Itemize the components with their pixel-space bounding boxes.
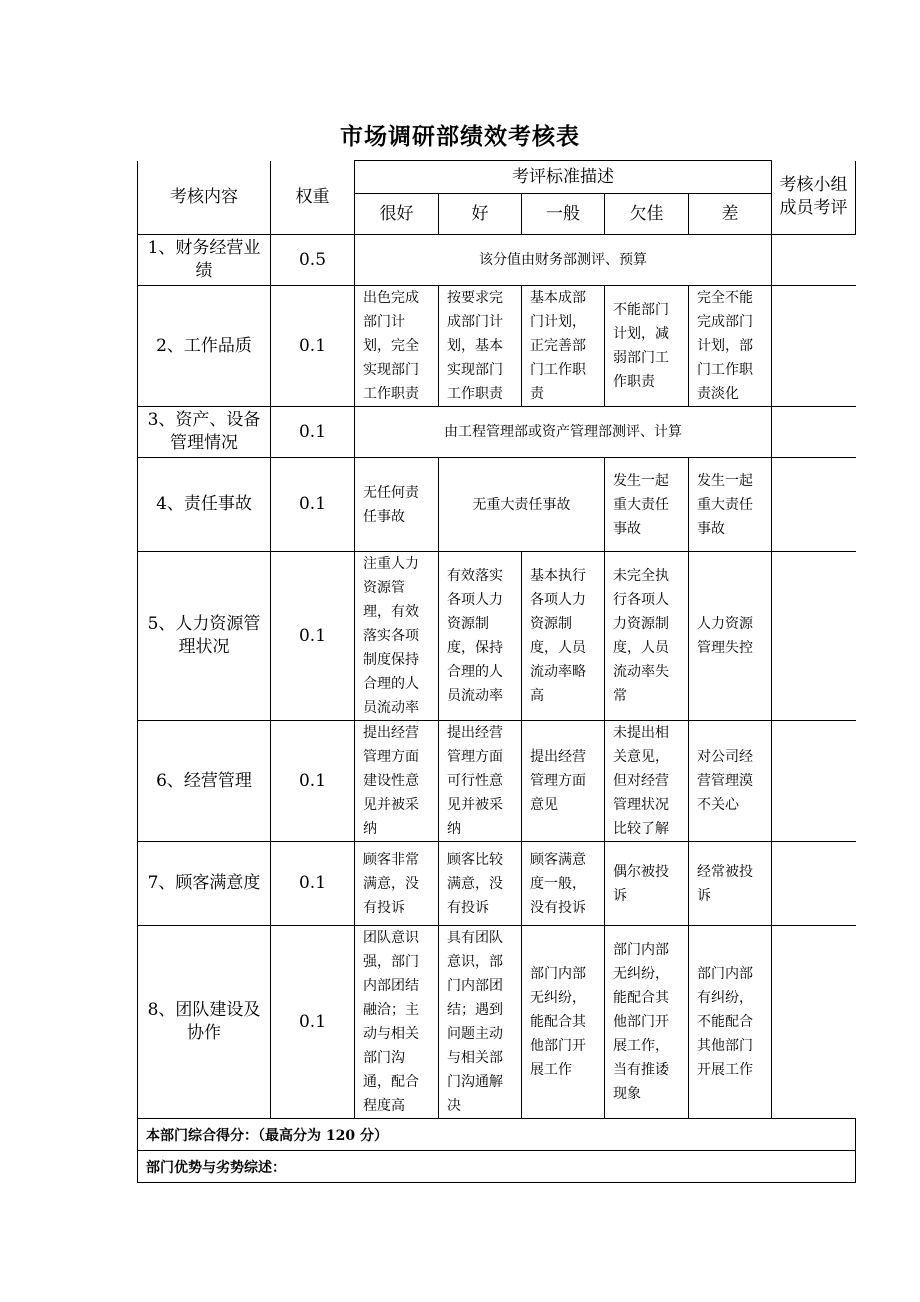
criteria-cell: [689, 286, 772, 407]
criteria-text: 顾客满意度一般，没有投诉: [530, 851, 586, 916]
criteria-cell: [605, 552, 689, 721]
table-row: [138, 286, 856, 407]
item-label: 3、资产、设备管理情况: [138, 407, 271, 458]
item-label: 1、财务经营业绩: [138, 235, 271, 286]
criteria-cell: [355, 552, 439, 721]
criteria-text: 经常被投诉: [697, 863, 753, 904]
table-row: [138, 552, 856, 721]
criteria-cell: [522, 842, 605, 926]
item-label: 8、团队建设及协作: [138, 926, 271, 1119]
criteria-text: 有效落实各项人力资源制度，保持合理的人员流动率: [447, 568, 503, 704]
level-poor: 欠佳: [605, 194, 689, 235]
criteria-cell: [689, 926, 772, 1119]
level-very-good: 很好: [355, 194, 439, 235]
criteria-cell: [522, 552, 605, 721]
level-average: 一般: [522, 194, 605, 235]
criteria-text: 发生一起重大责任事故: [613, 472, 669, 537]
eval-cell: [772, 926, 856, 1119]
header-weight: 权重: [271, 161, 355, 235]
criteria-text: 偶尔被投诉: [613, 863, 669, 904]
item-weight: 0.1: [271, 407, 355, 458]
criteria-cell: [439, 286, 522, 407]
item-label: 4、责任事故: [138, 458, 271, 552]
item-weight: 0.5: [271, 235, 355, 286]
item-weight: 0.1: [271, 458, 355, 552]
criteria-text: 部门内部有纠纷，不能配合其他部门开展工作: [697, 966, 753, 1078]
table-row: [138, 926, 856, 1119]
eval-cell: [772, 286, 856, 407]
criteria-cell: [439, 552, 522, 721]
item-weight: 0.1: [271, 721, 355, 842]
criteria-cell: [355, 458, 439, 552]
criteria-text: 注重人力资源管理，有效落实各项制度保持合理的人员流动率: [363, 556, 419, 716]
criteria-text: 基本成部门计划，正完善部门工作职责: [530, 290, 586, 402]
criteria-text: 顾客非常满意，没有投诉: [363, 851, 419, 916]
criteria-text: 人力资源管理失控: [697, 616, 753, 656]
item-label: 5、人力资源管理状况: [138, 552, 271, 721]
criteria-text: 团队意识强，部门内部团结融洽；主动与相关部门沟通，配合程度高: [363, 930, 419, 1114]
criteria-text: 顾客比较满意，没有投诉: [447, 851, 503, 916]
eval-cell: [772, 407, 856, 458]
item-label: 2、工作品质: [138, 286, 271, 407]
criteria-text: 未完全执行各项人力资源制度，人员流动率失常: [613, 568, 669, 704]
criteria-cell: [689, 842, 772, 926]
table-row: [138, 407, 856, 458]
eval-cell: [772, 721, 856, 842]
criteria-cell: [605, 926, 689, 1119]
table-row: [138, 235, 856, 286]
criteria-text: 未提出相关意见，但对经营管理状况比较了解: [613, 725, 669, 837]
criteria-cell: [439, 926, 522, 1119]
eval-cell: [772, 842, 856, 926]
criteria-cell: [439, 721, 522, 842]
criteria-text: 提出经营管理方面建设性意见并被采纳: [363, 725, 419, 837]
criteria-text: 不能部门计划，减弱部门工作职责: [613, 302, 669, 390]
table-row: [138, 721, 856, 842]
eval-cell: [772, 458, 856, 552]
criteria-text: 完全不能完成部门计划，部门工作职责淡化: [697, 290, 753, 402]
criteria-text: 基本执行各项人力资源制度，人员流动率略高: [530, 568, 586, 704]
eval-cell: [772, 235, 856, 286]
criteria-text: 具有团队意识，部门内部团结；遇到问题主动与相关部门沟通解决: [447, 930, 503, 1114]
assessment-table: [137, 160, 856, 1183]
header-content: 考核内容: [138, 161, 271, 235]
merged-description: 该分值由财务部测评、预算: [355, 235, 772, 286]
criteria-cell: [522, 286, 605, 407]
item-weight: 0.1: [271, 926, 355, 1119]
merged-description: 由工程管理部或资产管理部测评、计算: [355, 407, 772, 458]
table-row: [138, 458, 856, 552]
header-group-eval: 考核小组成员考评: [772, 161, 856, 235]
item-label: 6、经营管理: [138, 721, 271, 842]
criteria-cell: [605, 842, 689, 926]
level-good: 好: [439, 194, 522, 235]
criteria-text: 提出经营管理方面可行性意见并被采纳: [447, 725, 503, 837]
criteria-text: 提出经营管理方面意见: [530, 749, 586, 813]
criteria-cell: [355, 842, 439, 926]
criteria-cell: [355, 926, 439, 1119]
criteria-text: 出色完成部门计划，完全实现部门工作职责: [363, 290, 419, 402]
criteria-cell: [689, 458, 772, 552]
item-label: 7、顾客满意度: [138, 842, 271, 926]
criteria-cell: [605, 721, 689, 842]
criteria-text: 发生一起重大责任事故: [697, 472, 753, 537]
total-score-label: 本部门综合得分：（最高分为 120 分）: [138, 1119, 856, 1151]
criteria-cell: [355, 721, 439, 842]
page-title: 市场调研部绩效考核表: [340, 123, 580, 150]
header-standard: 考评标准描述: [355, 161, 772, 194]
criteria-text: 部门内部无纠纷，能配合其他部门开展工作: [530, 966, 586, 1078]
criteria-cell: [689, 721, 772, 842]
score-row: [138, 1119, 856, 1151]
criteria-cell: [522, 926, 605, 1119]
criteria-cell-merged: 无重大责任事故: [439, 458, 605, 552]
criteria-cell: [439, 842, 522, 926]
eval-cell: [772, 552, 856, 721]
level-bad: 差: [689, 194, 772, 235]
table-row: [138, 842, 856, 926]
criteria-text: 无任何责任事故: [363, 484, 419, 525]
header-row-1: [138, 161, 856, 194]
summary-row: [138, 1151, 856, 1183]
criteria-text: 按要求完成部门计划，基本实现部门工作职责: [447, 290, 503, 402]
criteria-cell: [605, 458, 689, 552]
item-weight: 0.1: [271, 842, 355, 926]
item-weight: 0.1: [271, 286, 355, 407]
strengths-weaknesses-label: 部门优势与劣势综述：: [138, 1151, 856, 1183]
criteria-text: 部门内部无纠纷，能配合其他部门开展工作，当有推诿现象: [613, 942, 669, 1102]
item-weight: 0.1: [271, 552, 355, 721]
criteria-text: 对公司经营管理漠不关心: [697, 749, 753, 813]
criteria-cell: [689, 552, 772, 721]
criteria-cell: [522, 721, 605, 842]
criteria-cell: [605, 286, 689, 407]
criteria-cell: [355, 286, 439, 407]
